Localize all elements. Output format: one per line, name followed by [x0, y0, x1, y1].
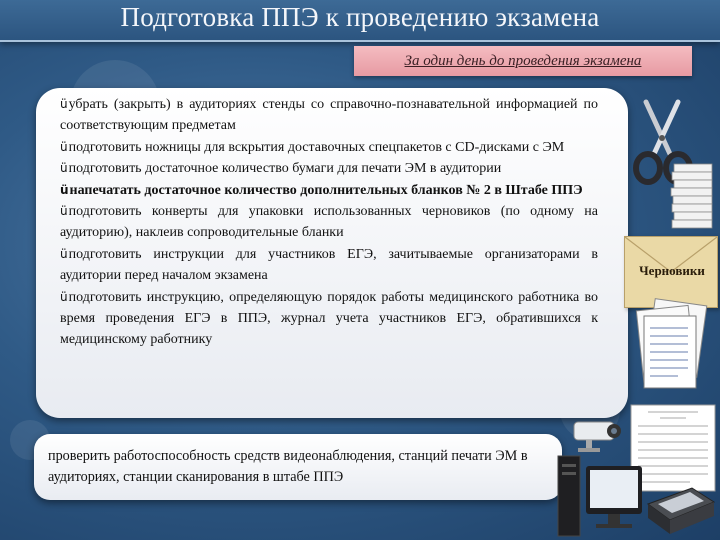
date-banner: За один день до проведения экзамена	[354, 46, 692, 76]
checklist-item-text: подготовить конверты для упаковки использованных черновиков (по одному на аудиторию), наклеив сопроводительные бланки	[60, 204, 598, 241]
checklist-item-text: подготовить ножницы для вскрытия доставочных спецпакетов с CD-дисками с ЭМ	[68, 139, 565, 155]
check-icon: ü	[60, 97, 68, 111]
checklist-item	[60, 180, 598, 201]
camera-icon	[568, 414, 628, 454]
document-stack-icon	[628, 296, 712, 396]
checklist-item-text: подготовить инструкцию, определяющую порядок работы медицинского работника во время проведения ЕГЭ в ППЭ, журнал учета участников ЕГЭ, обратившихся к медицинскому работнику	[60, 289, 598, 348]
scanner-icon	[642, 482, 718, 538]
paper-stack-icon	[668, 160, 716, 232]
check-icon: ü	[60, 289, 68, 304]
page-title: Подготовка ППЭ к проведению экзамена	[120, 2, 600, 32]
computer-icon	[556, 452, 646, 540]
checklist-item	[60, 94, 598, 137]
checklist	[60, 94, 598, 351]
checklist-item-text: подготовить инструкции для участников ЕГЭ, зачитываемые организаторами в аудитории перед началом экзамена	[60, 246, 598, 284]
checklist-item	[60, 137, 598, 158]
check-icon: ü	[60, 139, 68, 154]
checklist-item	[60, 287, 598, 351]
checklist-item-text: подготовить достаточное количество бумаги для печати ЭМ в аудитории	[68, 161, 502, 177]
checklist-item	[60, 201, 598, 244]
check-icon: ü	[60, 246, 68, 261]
checklist-item-text: напечатать достаточное количество дополнительных бланков № 2 в Штабе ППЭ	[69, 182, 583, 198]
checklist-item	[60, 244, 598, 287]
envelope-label: Черновики	[639, 263, 705, 278]
check-icon: ü	[60, 161, 68, 176]
equipment-check-text: проверить работоспособность средств видеонаблюдения, станций печати ЭМ в аудиториях, станции сканирования в штабе ППЭ	[48, 448, 528, 485]
check-icon: ü	[60, 204, 68, 219]
checklist-item-text: убрать (закрыть) в аудиториях стенды со справочно-познавательной информацией по соответствующим предметам	[60, 97, 598, 134]
checklist-item	[60, 158, 598, 179]
check-icon: ü	[60, 182, 69, 197]
